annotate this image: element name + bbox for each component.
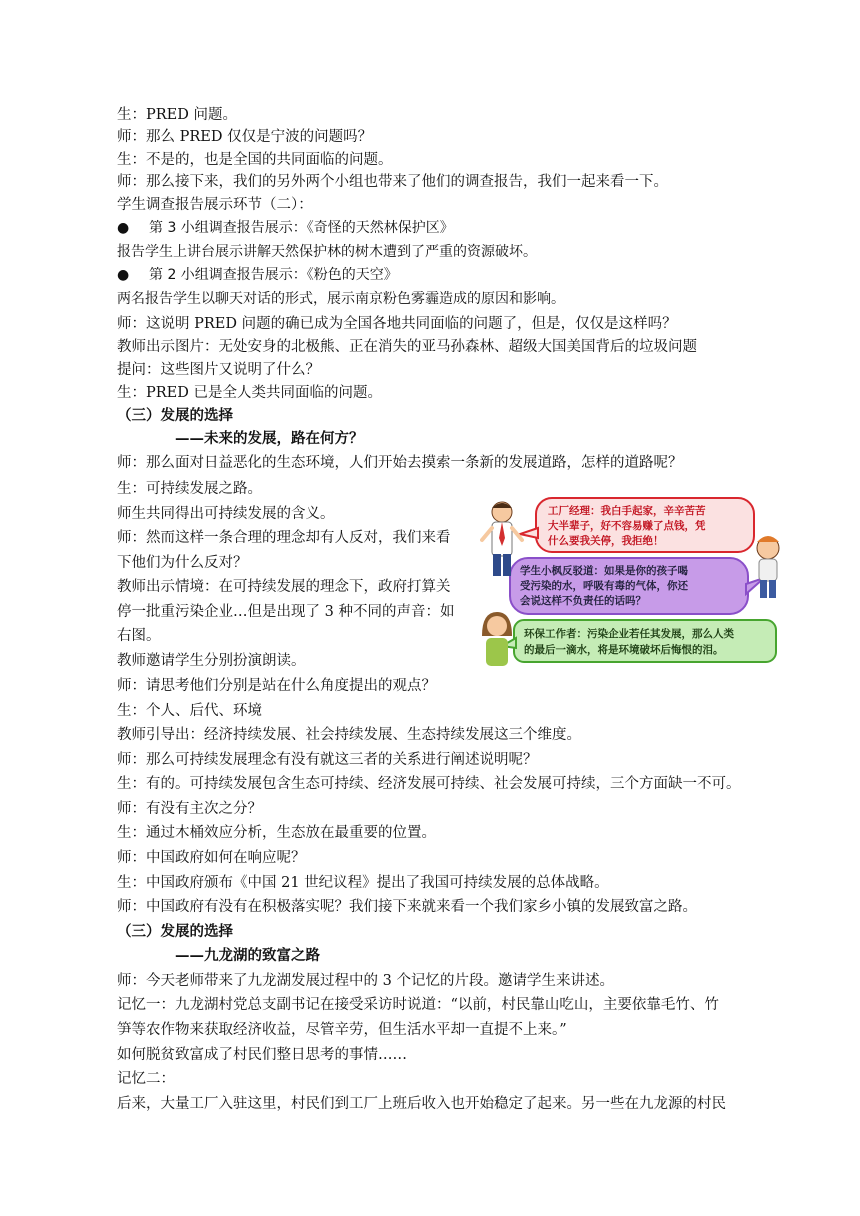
- text-line: 生：可持续发展之路。: [117, 481, 262, 497]
- text-line: 记忆一：九龙湖村党总支副书记在接受采访时说道：“以前，村民靠山吃山，主要依靠毛竹、竹: [117, 997, 719, 1013]
- bullet-item: [117, 264, 398, 286]
- bubble-text: 工厂经理：我白手起家，辛辛苦苦: [548, 505, 706, 517]
- text-line: 师：中国政府如何在响应呢？: [117, 850, 306, 866]
- manager-speech-bubble: [520, 498, 754, 552]
- section-heading: （三）发展的选择: [117, 407, 233, 424]
- text-line: 教师邀请学生分别扮演朗读。: [117, 653, 306, 669]
- text-line: 如何脱贫致富成了村民们整日思考的事情……: [117, 1047, 407, 1063]
- bubble-text: 的最后一滴水，将是环境破坏后悔恨的泪。: [524, 644, 724, 656]
- text-line: 学生调查报告展示环节（二）：: [117, 197, 313, 213]
- environmentalist-figure-icon: [482, 612, 512, 666]
- text-line: 师：这说明 PRED 问题的确已成为全国各地共同面临的问题了，但是，仅仅是这样吗？: [117, 316, 677, 332]
- text-line: 师生共同得出可持续发展的含义。: [117, 506, 335, 522]
- text-line: 记忆二：: [117, 1071, 175, 1087]
- dialogue-illustration: [480, 488, 780, 668]
- text-line: 生：中国政府颁布《中国 21 世纪议程》提出了我国可持续发展的总体战略。: [117, 875, 609, 891]
- text-line: 师：那么可持续发展理念有没有就这三者的关系进行阐述说明呢？: [117, 752, 538, 768]
- bubble-text: 会说这样不负责任的话吗？: [520, 595, 646, 607]
- text-line: 师：然而这样一条合理的理念却有人反对，我们来看: [117, 530, 451, 546]
- text-line: 师：有没有主次之分？: [117, 801, 262, 817]
- text-line: 师：中国政府有没有在积极落实呢？我们接下来就来看一个我们家乡小镇的发展致富之路。: [117, 899, 697, 915]
- bubble-text: 学生小枫反驳道：如果是你的孩子喝: [520, 565, 688, 577]
- text-line: 停一批重污染企业…但是出现了 3 种不同的声音：如: [117, 604, 455, 620]
- bullet-text: 第 2 小组调查报告展示：《粉色的天空》: [149, 267, 398, 283]
- text-line: 师：那么 PRED 仅仅是宁波的问题吗？: [117, 129, 373, 145]
- bubble-text: 大半辈子，好不容易赚了点钱，凭: [548, 520, 706, 532]
- bullet-text: 第 3 小组调查报告展示：《奇怪的天然林保护区》: [149, 220, 454, 236]
- text-line: 师：那么面对日益恶化的生态环境，人们开始去摸索一条新的发展道路，怎样的道路呢？: [117, 455, 683, 471]
- text-line: 两名报告学生以聊天对话的形式，展示南京粉色雾霾造成的原因和影响。: [117, 291, 565, 307]
- bubble-text: 环保工作者：污染企业若任其发展，那么人类: [524, 628, 734, 640]
- text-line: 生：PRED 问题。: [117, 107, 237, 123]
- bullet-icon: ●: [117, 267, 130, 283]
- bullet-icon: ●: [117, 220, 130, 236]
- text-line: 师：请思考他们分别是站在什么角度提出的观点？: [117, 678, 436, 694]
- text-line: 教师出示图片：无处安身的北极熊、正在消失的亚马孙森林、超级大国美国背后的垃圾问题: [117, 339, 697, 355]
- environmentalist-speech-bubble: [502, 620, 776, 662]
- section-heading: （三）发展的选择: [117, 923, 233, 940]
- text-line: 生：个人、后代、环境: [117, 703, 262, 719]
- student-speech-bubble: [510, 558, 764, 614]
- text-line: 右图。: [117, 628, 161, 644]
- text-line: 后来，大量工厂入驻这里，村民们到工厂上班后收入也开始稳定了起来。另一些在九龙源的村民: [117, 1096, 726, 1112]
- bullet-item: [117, 217, 454, 239]
- bubble-text: 受污染的水，呼吸有毒的气体，你还: [520, 580, 688, 592]
- section-subheading: ——未来的发展，路在何方？: [175, 430, 364, 447]
- text-line: 下他们为什么反对？: [117, 555, 248, 571]
- text-line: 师：今天老师带来了九龙湖发展过程中的 3 个记忆的片段。邀请学生来讲述。: [117, 973, 614, 989]
- text-line: 笋等农作物来获取经济收益，尽管辛劳，但生活水平却一直提不上来。”: [117, 1022, 567, 1038]
- bubble-text: 什么要我关停，我拒绝！: [548, 535, 664, 547]
- text-line: 生：有的。可持续发展包含生态可持续、经济发展可持续、社会发展可持续，三个方面缺一不可。: [117, 776, 741, 792]
- text-line: 生：PRED 已是全人类共同面临的问题。: [117, 385, 382, 401]
- text-line: 提问：这些图片又说明了什么？: [117, 362, 320, 378]
- text-line: 教师出示情境：在可持续发展的理念下，政府打算关: [117, 579, 451, 595]
- text-line: 生：不是的，也是全国的共同面临的问题。: [117, 152, 393, 168]
- section-subheading: ——九龙湖的致富之路: [175, 947, 320, 964]
- text-line: 教师引导出：经济持续发展、社会持续发展、生态持续发展这三个维度。: [117, 727, 581, 743]
- text-line: 师：那么接下来，我们的另外两个小组也带来了他们的调查报告，我们一起来看一下。: [117, 174, 668, 190]
- student-figure-icon: [757, 536, 779, 598]
- text-line: 生：通过木桶效应分析，生态放在最重要的位置。: [117, 825, 436, 841]
- text-line: 报告学生上讲台展示讲解天然保护林的树木遭到了严重的资源破坏。: [117, 244, 537, 260]
